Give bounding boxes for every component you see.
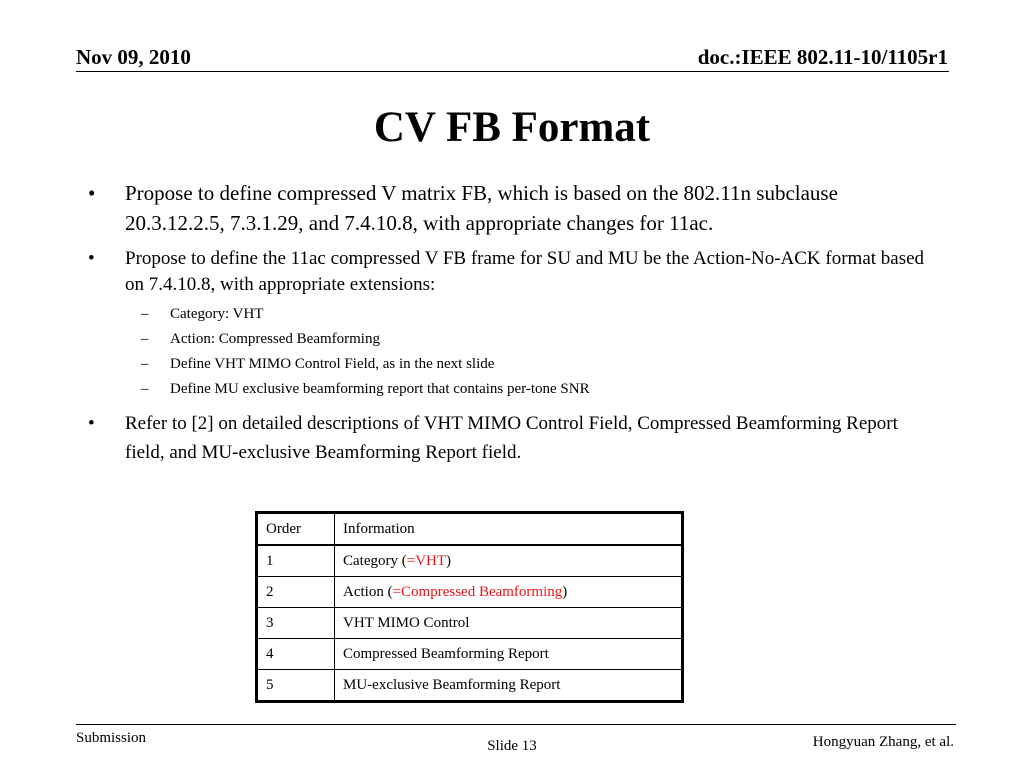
sub-item-text: Action: Compressed Beamforming bbox=[170, 331, 380, 347]
info-highlight: =VHT bbox=[406, 553, 447, 569]
bullet-item bbox=[88, 178, 928, 238]
footer-author: Hongyuan Zhang, et al. bbox=[812, 734, 954, 750]
info-prefix: Category ( bbox=[343, 553, 407, 569]
header-doc-id: doc.:IEEE 802.11-10/1105r1 bbox=[697, 45, 948, 69]
footer-submission: Submission bbox=[76, 730, 147, 746]
info-suffix: ) bbox=[446, 553, 452, 569]
sub-marker: – bbox=[141, 331, 149, 347]
table-cell-order: 4 bbox=[257, 639, 335, 670]
bullet-marker: • bbox=[88, 181, 96, 205]
sub-item-text: Define MU exclusive beamforming report that contains per-tone SNR bbox=[170, 381, 590, 397]
table-cell-info: Compressed Beamforming Report bbox=[335, 639, 683, 670]
sub-item bbox=[88, 352, 928, 377]
table-row bbox=[257, 670, 683, 702]
bullet-text: Refer to [2] on detailed descriptions of VHT MIMO Control Field, Compressed Beamforming Report field, and MU-exclusive Beamforming Report field. bbox=[125, 413, 898, 463]
sub-marker: – bbox=[141, 381, 149, 397]
sub-marker: – bbox=[141, 306, 149, 322]
bullet-marker: • bbox=[88, 413, 95, 434]
table-cell-order: 3 bbox=[257, 608, 335, 639]
table-cell-info bbox=[335, 545, 683, 577]
bullet-text: Propose to define the 11ac compressed V FB frame for SU and MU be the Action-No-ACK format based on 7.4.10.8, with appropriate extensions: bbox=[125, 248, 925, 295]
footer-divider bbox=[76, 724, 956, 725]
header-divider bbox=[76, 71, 949, 72]
sub-item-text: Category: VHT bbox=[170, 306, 264, 322]
sub-item bbox=[88, 327, 928, 352]
info-suffix: ) bbox=[562, 584, 568, 600]
slide-title: CV FB Format bbox=[373, 104, 651, 151]
table-header-row bbox=[257, 513, 683, 546]
table-cell-info: VHT MIMO Control bbox=[335, 608, 683, 639]
table-cell-order: 5 bbox=[257, 670, 335, 702]
table-header-cell: Order bbox=[257, 513, 335, 546]
table-row bbox=[257, 608, 683, 639]
table-cell-order: 2 bbox=[257, 577, 335, 608]
bullet-item bbox=[88, 409, 928, 467]
bullet-marker: • bbox=[88, 248, 95, 269]
bullet-item bbox=[88, 246, 928, 298]
table-header-cell: Information bbox=[335, 513, 683, 546]
sub-item bbox=[88, 377, 928, 402]
sub-item-text: Define VHT MIMO Control Field, as in the next slide bbox=[170, 356, 495, 372]
bullet-list bbox=[88, 178, 928, 467]
info-prefix: Action ( bbox=[343, 584, 393, 600]
table-row bbox=[257, 639, 683, 670]
bullet-text: Propose to define compressed V matrix FB, which is based on the 802.11n subclause 20.3.12.2.5, 7.3.1.29, and 7.4.10.8, with appropriate changes for 11ac. bbox=[125, 181, 838, 235]
header-date: Nov 09, 2010 bbox=[76, 45, 191, 69]
frame-format-table bbox=[255, 511, 684, 703]
table-cell-info bbox=[335, 577, 683, 608]
footer-slide-number: Slide 13 bbox=[487, 738, 537, 754]
table-cell-info: MU-exclusive Beamforming Report bbox=[335, 670, 683, 702]
sub-marker: – bbox=[141, 356, 149, 372]
sub-item bbox=[88, 302, 928, 327]
table-row bbox=[257, 577, 683, 608]
table-cell-order: 1 bbox=[257, 545, 335, 577]
info-highlight: =Compressed Beamforming bbox=[392, 584, 563, 600]
table-row bbox=[257, 545, 683, 577]
